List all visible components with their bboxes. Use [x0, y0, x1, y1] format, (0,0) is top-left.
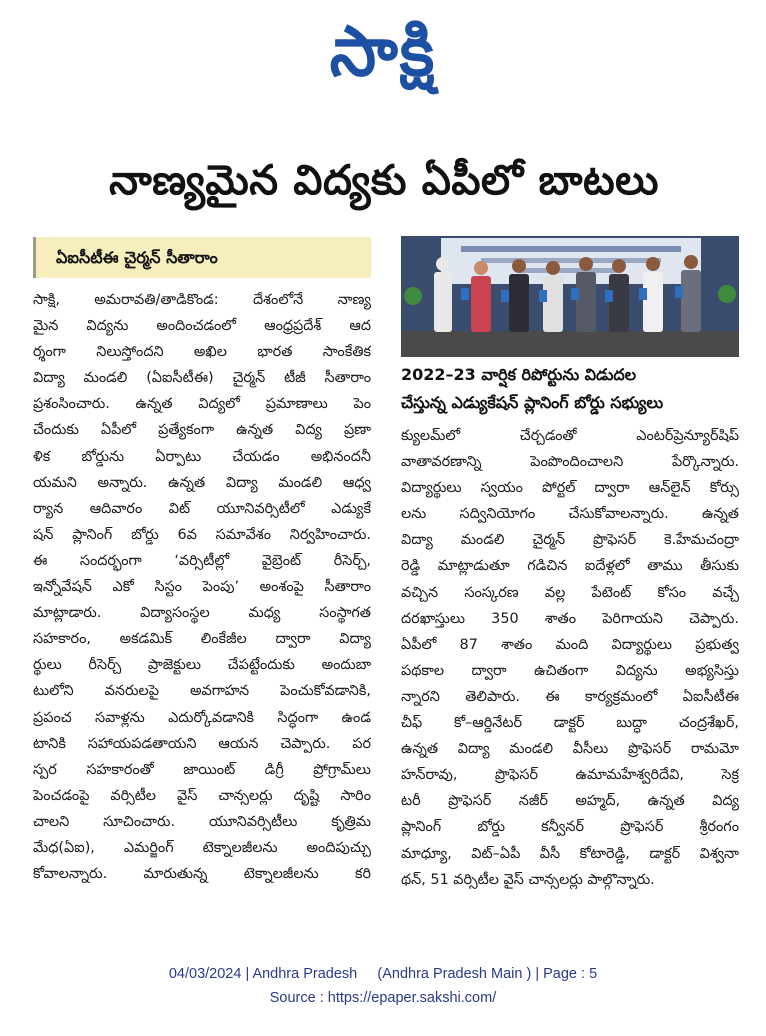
article-headline: నాణ్యమైన విద్యకు ఏపీలో బాటలు	[109, 156, 659, 204]
text-line: స్పర సహకారంతో జాయింట్ డిగ్రీ ప్రోగ్రామ్‌లు	[33, 761, 371, 778]
text-line: షన్ ప్లానింగ్ బోర్డు 6వ సమావేశం నిర్వహించారు.	[33, 526, 371, 543]
text-line: టరీ ప్రొఫెసర్ నజీర్ అహ్మద్, ఉన్నత విద్య	[401, 793, 739, 810]
text-line: చాలని సూచించారు. యూనివర్సిటీలు కృత్రిమ	[33, 813, 371, 830]
article-column-left	[33, 287, 371, 887]
text-line: వాతావరణాన్ని పెంపొందించాలని పేర్కొన్నారు.	[401, 454, 739, 471]
text-line: ప్రపంచ సవాళ్లను ఎదుర్కోవడానికి సిద్ధంగా ఉండ	[33, 709, 371, 726]
caption-line: చేస్తున్న ఎడ్యుకేషన్ ప్లానింగ్ బోర్డు సభ్యులు	[401, 393, 664, 412]
text-line: చేందుకు ఏపీలో ప్రత్యేకంగా ఉన్నత విద్య ప్రణా	[33, 422, 371, 439]
text-line: హన్‌రావు, ప్రొఫెసర్ ఉమామహేశ్వరిదేవి, సెక్ర	[401, 767, 739, 784]
text-line: విద్యార్థులు స్వయం పోర్టల్ ద్వారా ఆన్‌లైన్ కోర్సు	[401, 480, 739, 497]
text-line: న్నారని తెలిపారు. ఈ కార్యక్రమంలో ఏఐసీటీఈ	[401, 688, 739, 705]
text-line: ఈ సందర్భంగా ‘వర్సిటీల్లో వైబ్రెంట్ రీసెర్చ్,	[33, 552, 371, 569]
text-line: మాట్లాడారు. విద్యాసంస్థల మధ్య సంస్థాగత	[33, 605, 371, 622]
newspaper-logo: సాక్షి	[329, 11, 437, 92]
text-line: ర్శంగా నిలుస్తోందని అఖిల భారత సాంకేతిక	[33, 344, 371, 361]
text-line: విద్యా మండలి చైర్మన్ ప్రొఫెసర్ కె.హేమచంద్రా	[401, 532, 739, 549]
masthead	[0, 8, 766, 96]
page-footer	[0, 962, 766, 1010]
article-kicker: ఏఐసీటీఈ చైర్మన్ సీతారాం	[33, 237, 371, 278]
text-line: సాక్షి, అమరావతి/తాడికొండ: దేశంలోనే నాణ్య	[33, 292, 371, 308]
text-line: టులోని వనరులపై అవగాహన పెంచుకోవడానికి,	[33, 683, 371, 700]
text-line: టానికి సహాయపడతాయని ఆయన చెప్పారు. పర	[33, 735, 371, 752]
photo-caption	[401, 361, 751, 417]
footer-source-line[interactable]: Source : https://epaper.sakshi.com/	[269, 990, 497, 1006]
text-line: యమని అన్నారు. ఉన్నత విద్యా మండలి ఆధ్వ	[33, 474, 371, 491]
text-line: కోవాలన్నారు. మారుతున్న టెక్నాలజీలను కరి	[33, 866, 371, 883]
text-line: థన్, 51 వర్సిటీల వైస్ చాన్సలర్లు పాల్గొన్నారు.	[401, 871, 655, 888]
text-line: ప్రశంసించారు. ఉన్నత విద్యలో ప్రమాణాలు పెం	[33, 396, 371, 413]
text-line: ఉన్నత విద్యా మండలి వీసీలు ప్రొఫెసర్ రామమో	[401, 741, 739, 758]
text-line: పెంచడంపై వర్సిటీల వైస్ చాన్సలర్లు దృష్టి సారిం	[33, 787, 371, 804]
caption-line: 2022–23 వార్షిక రిపోర్టును విడుదల	[401, 365, 637, 384]
text-line: దరఖాస్తులు 350 శాతం పెరిగాయని చెప్పారు.	[401, 610, 739, 627]
text-line: ళిక బోర్డును ఏర్పాటు చేయడం అభినందనీ	[33, 448, 371, 465]
article-column-right	[401, 423, 739, 893]
text-line: ర్థులు రీసెర్చ్ ప్రాజెక్టులు చేపట్టేందుకు అందుబా	[33, 657, 371, 674]
text-line: లను సద్వినియోగం చేసుకోవాలన్నారు. ఉన్నత	[401, 506, 739, 523]
text-line: సహకారం, అకడమిక్ లింకేజీల ద్వారా విద్యా	[33, 631, 371, 648]
text-line: విద్యా మండలి (ఏఐసీటీఈ) చైర్మన్ టీజీ సీతారాం	[33, 370, 371, 387]
text-line: ప్లానింగ్ బోర్డు కన్వీనర్ ప్రొఫెసర్ శ్రీరంగం	[401, 819, 739, 836]
text-line: వచ్చిన సంస్కరణ వల్ల పేటెంట్ కోసం వచ్చే	[401, 584, 739, 601]
article-photo	[401, 236, 739, 357]
group-photo-illustration	[401, 236, 739, 357]
footer-edition-line: 04/03/2024 | Andhra Pradesh (Andhra Pradesh Main ) | Page : 5	[168, 966, 598, 982]
text-line: ఏపీలో 87 శాతం మంది విద్యార్థులు ప్రభుత్వ	[401, 636, 739, 653]
text-line: చీఫ్ కో–ఆర్డినేటర్ డాక్టర్ బుద్ధా చంద్రశేఖర్,	[401, 715, 739, 732]
text-line: పథకాల ద్వారా ఉచితంగా విద్యను అభ్యసిస్తు	[401, 662, 739, 679]
text-line: ఇన్నోవేషన్ ఎకో సిస్టం పెంపు’ అంశంపై సీతారాం	[33, 579, 371, 596]
text-line: మేధ(ఏఐ), ఎమర్జింగ్ టెక్నాలజీలను అందిపుచ్చు	[33, 839, 371, 856]
text-line: మాధ్యూ, విట్–ఏపీ వీసీ కోటారెడ్డి, డాక్టర్ విశ్వనా	[401, 845, 739, 862]
text-line: క్యులమ్‌లో చేర్చడంతో ఎంటర్‌ప్రెన్యూర్‌షిప్	[401, 428, 739, 444]
text-line: మైన విద్యను అందించడంలో ఆంధ్రప్రదేశ్ ఆద	[33, 318, 371, 335]
text-line: ర్యాన ఆదివారం విట్ యూనివర్సిటీలో ఎడ్యుకే	[33, 500, 371, 517]
text-line: రెడ్డి మాట్లాడుతూ గడిచిన ఐదేళ్లలో తాము తీసుకు	[401, 558, 739, 575]
